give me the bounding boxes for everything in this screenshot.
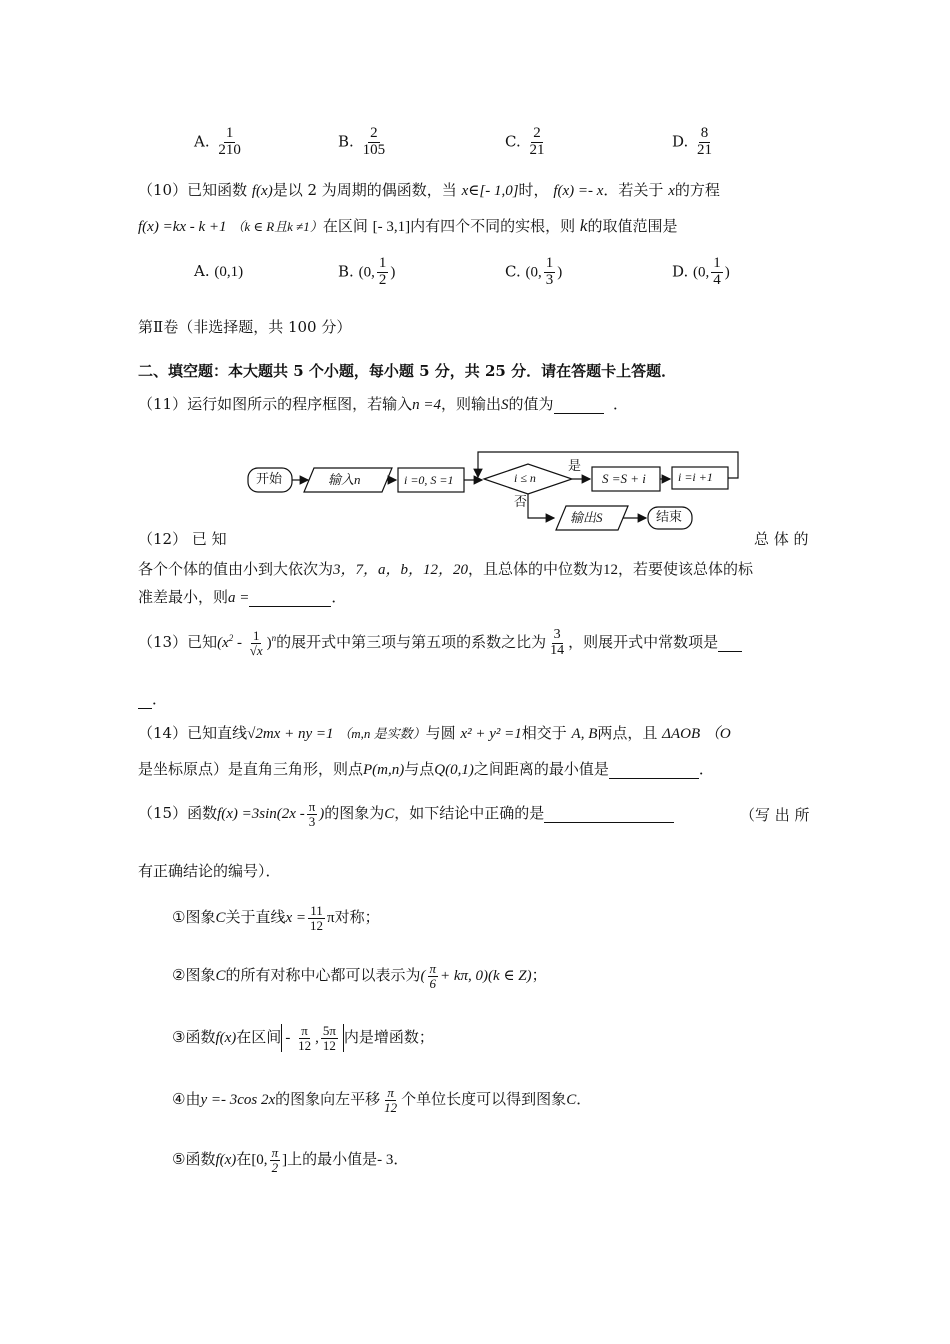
q9-option-d: D. $\frac{8}{21}$: [672, 125, 713, 158]
q15-item-2: ②图象C的所有对称中心都可以表示为( $\frac{\pi}{6}$ + kπ, 0)(k ∈ Z)；: [172, 961, 547, 991]
section2-title: 二、填空题：本大题共 5 个小题，每小题 5 分，共 25 分．请在答题卡上答题．: [138, 362, 677, 380]
q15-line1-tail: （写 出 所: [740, 806, 810, 824]
q10-option-c: C. (0, $\frac{1}{3}$ ): [505, 255, 563, 288]
q15-item-1: ①图象C关于直线x = $\frac{11}{12}$ π对称；: [172, 903, 380, 933]
q12-line1-left: （12） 已 知: [138, 530, 227, 548]
q12-line3: 准差最小，则a = ．: [138, 588, 347, 606]
flowchart-init-label: i =0, S =1: [404, 473, 454, 487]
q11-text: （11）运行如图所示的程序框图，若输入n =4，则输出S的值为 ．: [138, 395, 629, 413]
q13-line2: ．: [138, 690, 167, 709]
q10-option-b: B. (0, $\frac{1}{2}$ ): [338, 255, 396, 288]
q14-line1: （14）已知直线√2mx + ny =1 （m,n 是实数）与圆 x² + y² =1相交于 A, B两点，且 ΔAOB （O: [138, 724, 731, 742]
q12-line1-right: 总 体 的: [754, 530, 809, 548]
fraction: $\frac{8}{21}$: [697, 125, 713, 158]
q10-option-d: D. (0, $\frac{1}{4}$ ): [672, 255, 730, 288]
flowchart-start-label: 开始: [256, 472, 283, 487]
answer-blank[interactable]: [609, 760, 699, 779]
q14-line2: 是坐标原点）是直角三角形，则点P(m,n)与点Q(0,1)之间距离的最小值是 ．: [138, 760, 714, 778]
q15-item-4: ④由y =- 3cos 2x的图象向左平移 $\frac{\pi}{12}$ 个单位长度可以得到图象C．: [172, 1085, 592, 1115]
q13-line1: （13）已知($x^2$ - $\frac{1}{√x}$ )$^n$的展开式中第三项与第五项的系数之比为 $\frac{3}{14}$ ，则展开式中常数项是: [138, 628, 742, 658]
flowchart-step1-label: S =S + i: [602, 471, 646, 486]
answer-blank[interactable]: [249, 588, 331, 607]
flowchart-step2-label: i =i +1: [678, 470, 713, 484]
q10-option-a: A. (0,1): [194, 262, 244, 280]
flowchart-output-label: 输出S: [570, 510, 603, 525]
fraction: $\frac{2}{105}$: [362, 125, 386, 158]
q15-line1: （15）函数f(x) =3sin(2x - $\frac{\pi}{3}$ )的图象为C，如下结论中正确的是: [138, 800, 674, 828]
answer-blank-cont[interactable]: [138, 690, 152, 709]
q15-item-3: ③函数f(x)在区间 - $\frac{\pi}{12}$ , $\frac{5\pi}{12}$ 内是增函数；: [172, 1023, 434, 1053]
part2-title: 第Ⅱ卷（非选择题，共 100 分）: [138, 318, 352, 336]
q12-line2: 各个个体的值由小到大依次为3，7，a，b，12，20，且总体的中位数为12，若要使该总体的标: [138, 560, 754, 578]
flowchart-input-label: 输入n: [328, 472, 361, 487]
q15-item-5: ⑤函数f(x)在[0, $\frac{\pi}{2}$ ]上的最小值是- 3．: [172, 1145, 409, 1175]
answer-blank[interactable]: [544, 804, 674, 823]
fraction: $\frac{1}{210}$: [218, 125, 241, 158]
q10-line2: f(x) =kx - k +1 （k ∈ R且k ≠1）在区间 [- 3,1]内有四个不同的实根，则 k的取值范围是: [138, 216, 678, 235]
flowchart-yes-label: 是: [568, 459, 582, 474]
fraction: $\frac{2}{21}$: [529, 125, 545, 158]
q15-line2: 有正确结论的编号）．: [138, 862, 281, 880]
q10-line1: （10）已知函数 f(x)是以 2 为周期的偶函数，当 x∈[- 1,0]时， f(x) =- x．若关于 x的方程: [138, 181, 720, 199]
answer-blank[interactable]: [718, 633, 742, 652]
flowchart-no-line: [528, 494, 554, 518]
q9-option-a: A. $\frac{1}{210}$: [194, 125, 241, 158]
q9-option-b: B. $\frac{2}{105}$: [338, 125, 386, 158]
q9-option-c: C. $\frac{2}{21}$: [505, 125, 545, 158]
flowchart: [0, 0, 950, 540]
flowchart-end-label: 结束: [656, 510, 683, 525]
flowchart-condition-label: i ≤ n: [514, 471, 536, 485]
flowchart-no-label: 否: [514, 495, 528, 510]
